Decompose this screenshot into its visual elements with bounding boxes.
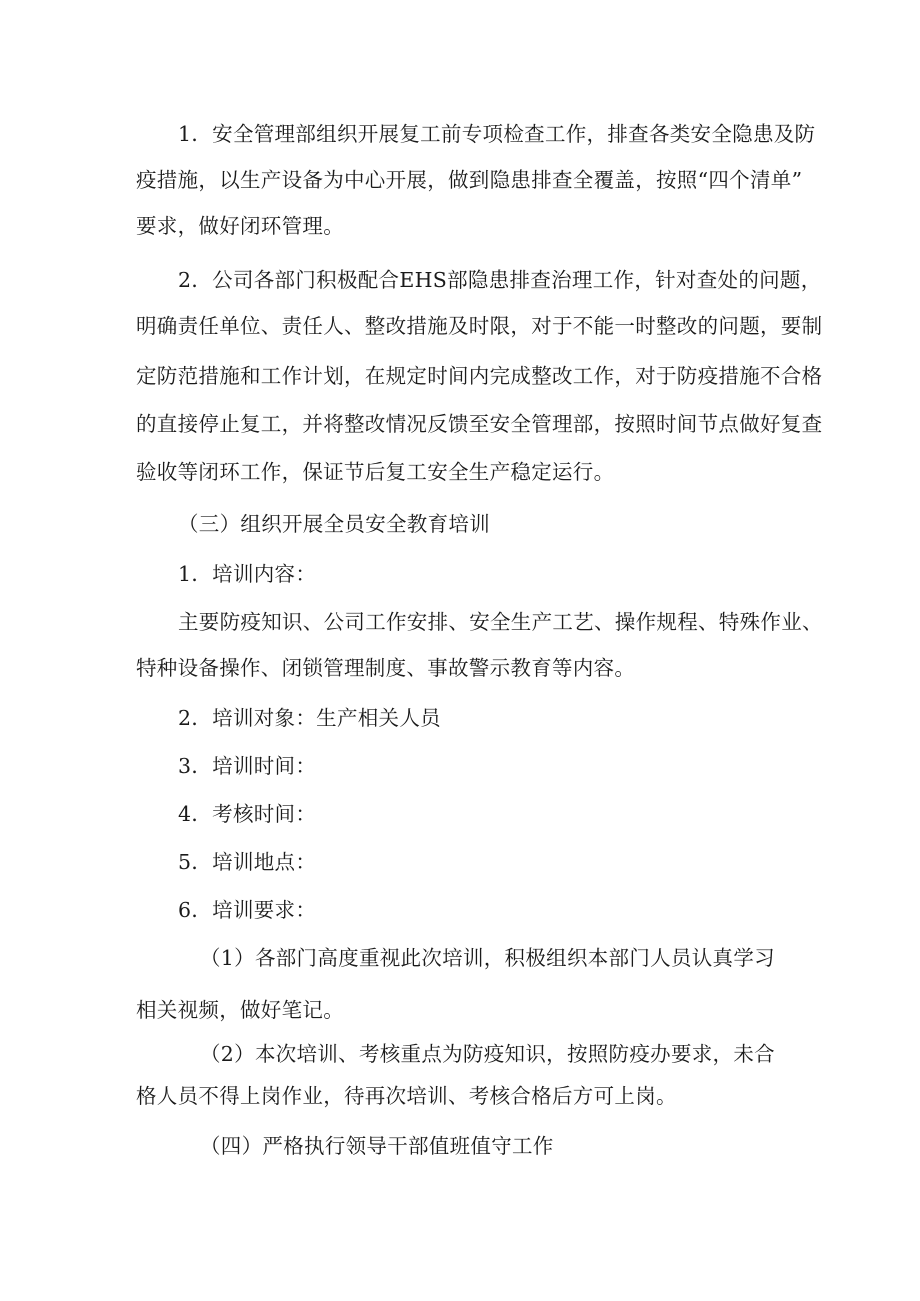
p2-line-2: 明确责任单位、责任人、整改措施及时限，对于不能一时整改的问题，要制: [136, 314, 823, 338]
item-5-training-location: 5．培训地点：: [178, 850, 317, 874]
item-4-assessment-time: 4．考核时间：: [178, 802, 317, 826]
p2-line-1: 2．公司各部门积极配合EHS部隐患排查治理工作，针对查处的问题，: [178, 268, 822, 292]
content-line-2: 特种设备操作、闭锁管理制度、事故警示教育等内容。: [136, 656, 636, 680]
item-1-training-content: 1．培训内容：: [178, 562, 317, 586]
p1-line-1: 1．安全管理部组织开展复工前专项检查工作，排查各类安全隐患及防: [178, 122, 816, 146]
section-heading-4: （四）严格执行领导干部值班值守工作: [200, 1134, 554, 1158]
p2-line-5: 验收等闭环工作，保证节后复工安全生产稳定运行。: [136, 460, 615, 484]
req-2-line-2: 格人员不得上岗作业，待再次培训、考核合格后方可上岗。: [136, 1084, 677, 1108]
req-2-line-1: （2）本次培训、考核重点为防疫知识，按照防疫办要求，未合: [200, 1042, 775, 1066]
p2-line-4: 的直接停止复工，并将整改情况反馈至安全管理部，按照时间节点做好复查: [136, 412, 823, 436]
p2-line-3: 定防范措施和工作计划，在规定时间内完成整改工作，对于防疫措施不合格: [136, 364, 823, 388]
item-2-training-target: 2．培训对象：生产相关人员: [178, 706, 441, 730]
req-1-line-1: （1）各部门高度重视此次培训，积极组织本部门人员认真学习: [200, 946, 775, 970]
p1-line-2: 疫措施，以生产设备为中心开展，做到隐患排查全覆盖，按照“四个清单”: [136, 168, 803, 192]
section-heading-3: （三）组织开展全员安全教育培训: [178, 512, 490, 536]
p1-line-3: 要求，做好闭环管理。: [136, 214, 344, 238]
item-3-training-time: 3．培训时间：: [178, 754, 317, 778]
req-1-line-2: 相关视频，做好笔记。: [136, 998, 344, 1022]
item-6-training-requirements: 6．培训要求：: [178, 898, 317, 922]
content-line-1: 主要防疫知识、公司工作安排、安全生产工艺、操作规程、特殊作业、: [178, 610, 823, 634]
